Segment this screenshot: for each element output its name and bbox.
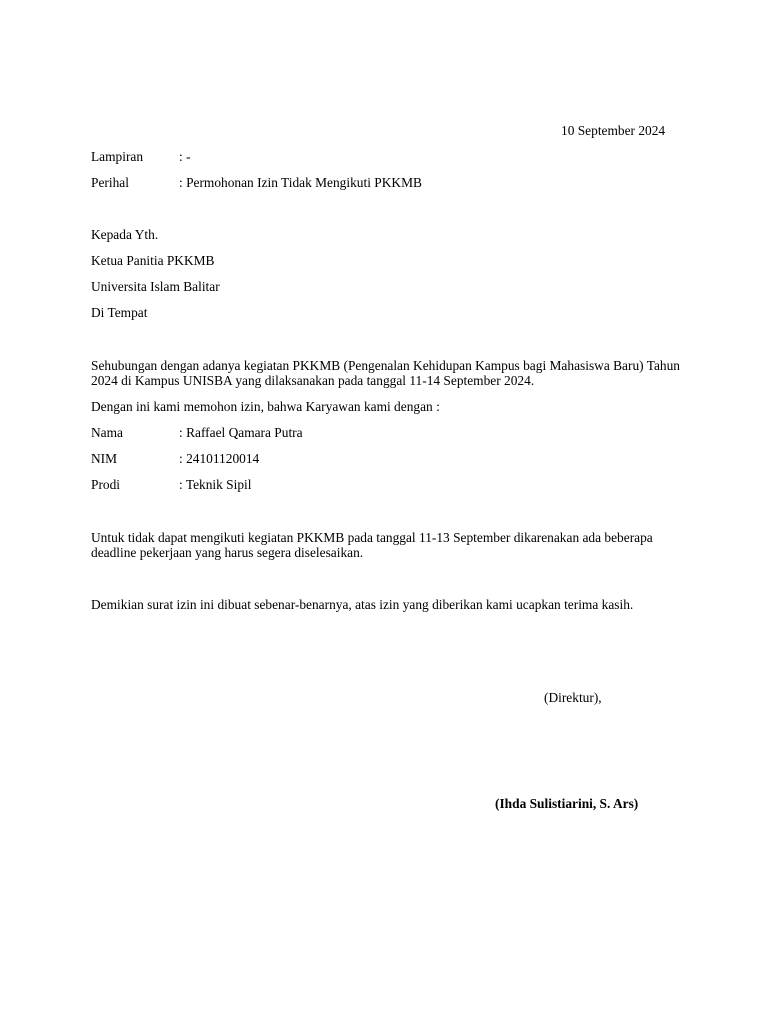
closing-paragraph: Demikian surat izin ini dibuat sebenar-benarnya, atas izin yang diberikan kami ucapkan terima kasih. (91, 597, 634, 612)
nim-label: NIM (91, 451, 118, 466)
opening-paragraph: Sehubungan dengan adanya kegiatan PKKMB (Pengenalan Kehidupan Kampus bagi Mahasiswa Baru) Tahun 2024 di Kampus UNISBA yang dilaksanakan pada tanggal 11-14 September 2024. (91, 358, 680, 388)
nama-label: Nama (91, 425, 123, 440)
nama-value: : Raffael Qamara Putra (179, 425, 303, 440)
signature-name: (Ihda Sulistiarini, S. Ars) (495, 796, 639, 811)
perihal-label: Perihal (91, 175, 129, 190)
letter-date: 10 September 2024 (561, 123, 666, 138)
perihal-value: : Permohonan Izin Tidak Mengikuti PKKMB (179, 175, 422, 190)
recipient-line-1: Kepada Yth. (91, 227, 159, 242)
recipient-line-3: Universita Islam Balitar (91, 279, 220, 294)
recipient-line-4: Di Tempat (91, 305, 148, 320)
reason-paragraph: Untuk tidak dapat mengikuti kegiatan PKKMB pada tanggal 11-13 September dikarenakan ada beberapa deadline pekerjaan yang harus segera diselesaikan. (91, 530, 653, 560)
nim-value: : 24101120014 (179, 451, 260, 466)
recipient-line-2: Ketua Panitia PKKMB (91, 253, 215, 268)
prodi-label: Prodi (91, 477, 121, 492)
signature-title: (Direktur), (544, 690, 602, 705)
lampiran-label: Lampiran (91, 149, 144, 164)
prodi-value: : Teknik Sipil (179, 477, 252, 492)
lampiran-value: : - (179, 149, 191, 164)
request-paragraph: Dengan ini kami memohon izin, bahwa Karyawan kami dengan : (91, 399, 440, 414)
